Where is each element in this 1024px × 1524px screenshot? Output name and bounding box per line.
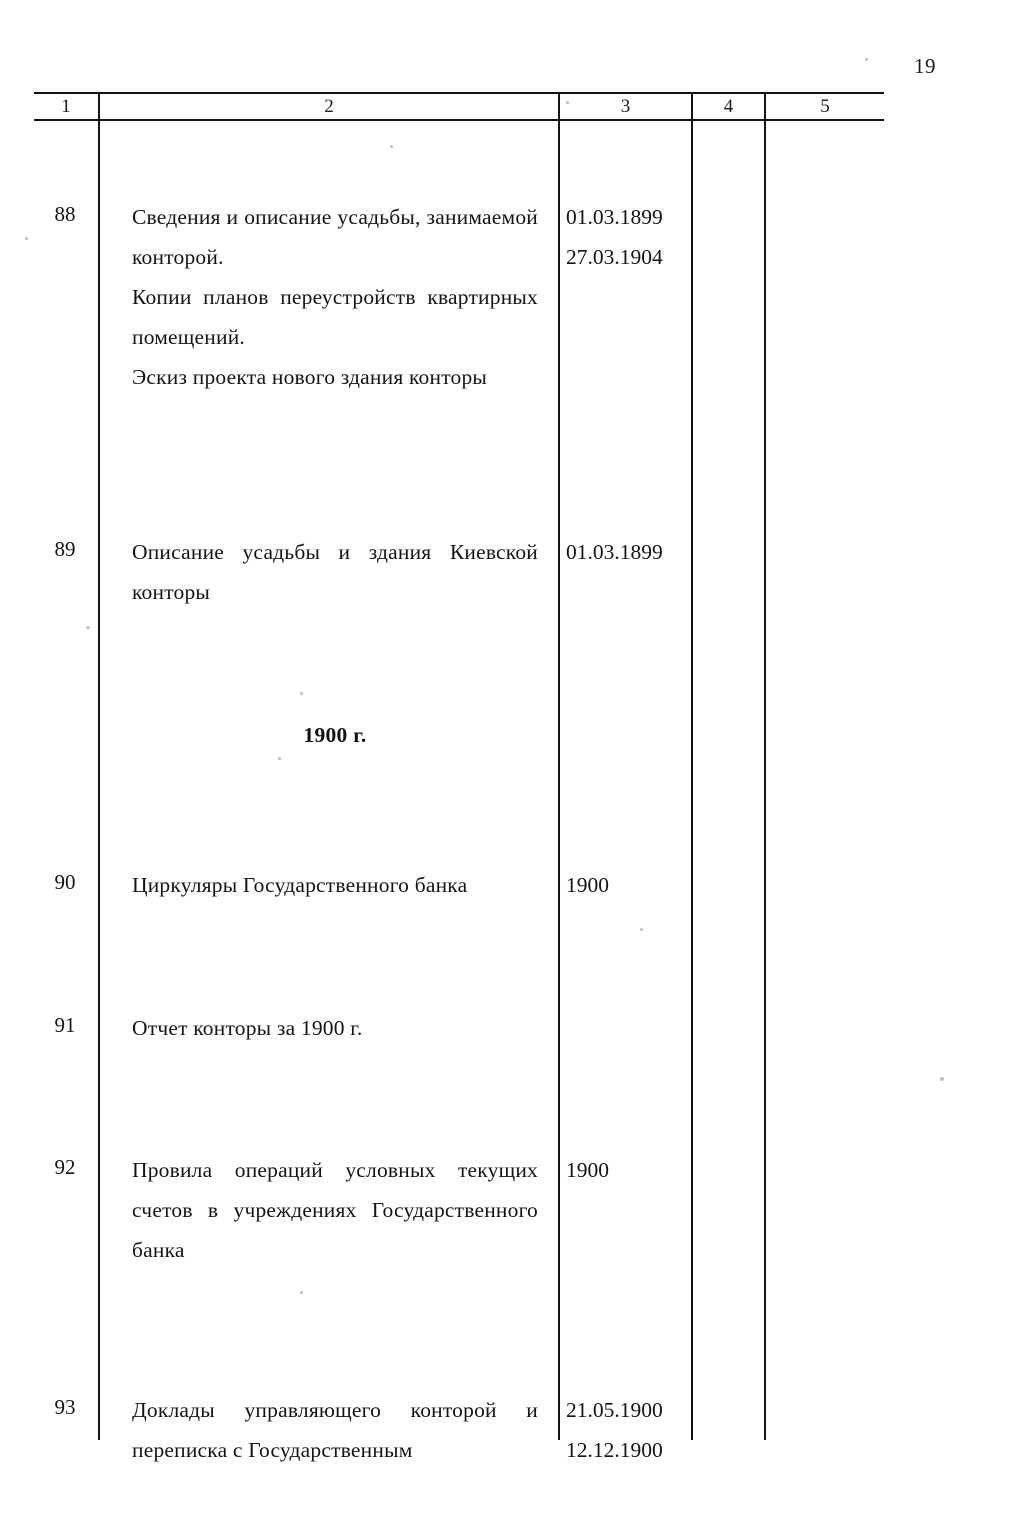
description-line: Копии планов переустройств квартирных помещений. [132,285,538,349]
date-value: 27.03.1904 [566,245,663,269]
description-line: Описание усадьбы и здания Киевской конторы [132,540,538,604]
row-description [132,1150,538,1270]
date-value: 21.05.1900 [566,1398,663,1422]
column-divider-2-3 [558,92,560,1440]
date-value: 12.12.1900 [566,1438,663,1462]
scan-speck [278,757,281,760]
scan-speck [300,1291,303,1294]
column-header-4: 4 [723,96,734,117]
scan-speck [25,237,28,240]
scan-speck [566,101,569,104]
date-value: 01.03.1899 [566,205,663,229]
row-number: 89 [54,537,76,561]
column-header-1: 1 [61,96,71,117]
row-number: 88 [54,202,76,226]
column-divider-4-5 [764,92,766,1440]
row-description [132,865,538,905]
description-line: Провила операций условных текущих счетов в учреждениях Государственного банка [132,1158,538,1262]
description-line: Эскиз проекта нового здания конторы [132,365,488,389]
table-header-rule [34,119,884,121]
date-value: 1900 [566,873,609,897]
row-description [132,1008,538,1048]
row-number: 92 [54,1155,76,1179]
row-dates [566,1390,688,1470]
column-header-2: 2 [324,96,334,117]
scan-speck [865,58,868,61]
column-header-5: 5 [820,96,830,117]
row-dates [566,1150,688,1190]
description-line: Сведения и описание усадьбы, занимаемой конторой. [132,205,538,269]
section-heading-year: 1900 г. [303,723,367,747]
row-number: 93 [54,1395,76,1419]
row-number: 91 [54,1013,76,1037]
scan-speck [390,145,393,148]
column-header-3: 3 [620,96,631,117]
date-value: 1900 [566,1158,609,1182]
column-divider-1-2 [98,92,100,1440]
inventory-table [34,92,884,1462]
row-dates [566,197,688,277]
row-number: 90 [54,870,76,894]
page-number: 19 [914,54,936,78]
description-line: Циркуляры Государственного банка [132,873,468,897]
row-dates [566,865,688,905]
column-divider-3-4 [691,92,693,1440]
scan-speck [86,626,90,629]
scan-speck [300,692,303,695]
description-line: Доклады управляющего конторой и переписка с Государственным [132,1398,538,1462]
scan-speck [640,928,643,931]
row-dates [566,532,688,572]
description-line: Отчет конторы за 1900 г. [132,1016,363,1040]
scan-speck [940,1077,944,1081]
row-description [132,1390,538,1470]
row-description [132,532,538,612]
row-description [132,197,538,397]
date-value: 01.03.1899 [566,540,663,564]
